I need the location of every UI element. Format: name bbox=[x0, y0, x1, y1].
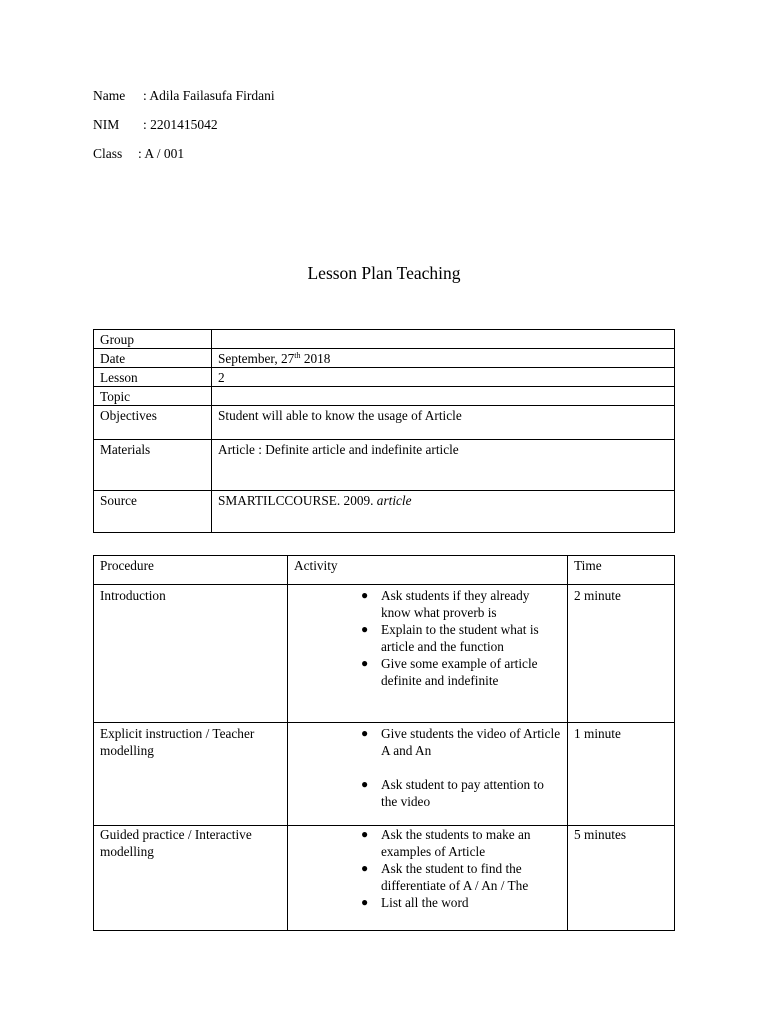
name-label: Name bbox=[93, 88, 126, 103]
source-italic: article bbox=[376, 493, 412, 508]
student-class-line bbox=[93, 146, 184, 162]
date-superscript: th bbox=[294, 351, 301, 360]
meta-row-source bbox=[94, 491, 675, 533]
lesson-value: 2 bbox=[212, 368, 675, 387]
lesson-meta-table bbox=[93, 329, 675, 533]
activity-cell bbox=[288, 723, 568, 826]
activity-text: Explain to the student what is article and the function bbox=[381, 622, 539, 654]
time-cell: 1 minute bbox=[568, 723, 675, 826]
source-label: Source bbox=[94, 491, 212, 533]
topic-value bbox=[212, 387, 675, 406]
nim-value: : 2201415042 bbox=[143, 117, 218, 132]
activity-text: Ask student to pay attention to the video bbox=[381, 777, 544, 809]
activity-list bbox=[294, 826, 561, 911]
student-nim-line bbox=[93, 117, 218, 133]
activity-text: Give students the video of Article A and An bbox=[381, 726, 561, 758]
procedure-header: Procedure bbox=[94, 556, 288, 585]
activity-cell bbox=[288, 585, 568, 723]
activity-text: Ask students if they already know what proverb is bbox=[381, 588, 530, 620]
objectives-value: Student will able to know the usage of Article bbox=[212, 406, 675, 440]
list-item bbox=[361, 725, 561, 759]
bullet-icon: ● bbox=[361, 656, 369, 670]
topic-label: Topic bbox=[94, 387, 212, 406]
list-item bbox=[361, 621, 561, 655]
activity-text: Ask the students to make an examples of Article bbox=[381, 827, 531, 859]
date-year: 2018 bbox=[300, 351, 331, 366]
class-label: Class bbox=[93, 146, 123, 161]
list-item bbox=[361, 776, 561, 810]
date-label: Date bbox=[94, 349, 212, 368]
bullet-icon: ● bbox=[361, 588, 369, 602]
procedure-header-row bbox=[94, 556, 675, 585]
name-value: : Adila Failasufa Firdani bbox=[143, 88, 275, 103]
meta-row-date bbox=[94, 349, 675, 368]
activity-text: Give some example of article definite and indefinite bbox=[381, 656, 538, 688]
class-value: : A / 001 bbox=[138, 146, 185, 161]
meta-row-objectives bbox=[94, 406, 675, 440]
bullet-icon: ● bbox=[361, 726, 369, 740]
time-cell: 5 minutes bbox=[568, 826, 675, 931]
activity-list bbox=[294, 725, 561, 810]
bullet-icon: ● bbox=[361, 622, 369, 636]
activity-text: List all the word bbox=[381, 895, 469, 910]
table-row bbox=[94, 826, 675, 931]
meta-row-topic bbox=[94, 387, 675, 406]
procedure-table bbox=[93, 555, 675, 931]
procedure-cell: Introduction bbox=[94, 585, 288, 723]
bullet-icon: ● bbox=[361, 895, 369, 909]
date-value bbox=[212, 349, 675, 368]
procedure-cell: Explicit instruction / Teacher modelling bbox=[94, 723, 288, 826]
bullet-icon: ● bbox=[361, 827, 369, 841]
activity-header: Activity bbox=[288, 556, 568, 585]
group-value bbox=[212, 330, 675, 349]
objectives-label: Objectives bbox=[94, 406, 212, 440]
list-item bbox=[361, 587, 561, 621]
time-cell: 2 minute bbox=[568, 585, 675, 723]
group-label: Group bbox=[94, 330, 212, 349]
bullet-icon: ● bbox=[361, 861, 369, 875]
source-text: SMARTILCCOURSE. 2009. bbox=[218, 493, 377, 508]
activity-list bbox=[294, 587, 561, 689]
date-text: September, 27 bbox=[218, 351, 295, 366]
materials-value: Article : Definite article and indefinite article bbox=[212, 440, 675, 491]
list-item bbox=[361, 894, 561, 911]
activity-text: Ask the student to find the differentiate of A / An / The bbox=[381, 861, 529, 893]
activity-cell bbox=[288, 826, 568, 931]
table-row bbox=[94, 723, 675, 826]
meta-row-group bbox=[94, 330, 675, 349]
materials-label: Materials bbox=[94, 440, 212, 491]
nim-label: NIM bbox=[93, 117, 120, 132]
procedure-cell: Guided practice / Interactive modelling bbox=[94, 826, 288, 931]
list-item bbox=[361, 826, 561, 860]
list-item bbox=[361, 655, 561, 689]
list-item bbox=[361, 860, 561, 894]
meta-row-materials bbox=[94, 440, 675, 491]
meta-row-lesson bbox=[94, 368, 675, 387]
source-value bbox=[212, 491, 675, 533]
time-header: Time bbox=[568, 556, 675, 585]
bullet-icon: ● bbox=[361, 777, 369, 791]
lesson-label: Lesson bbox=[94, 368, 212, 387]
page-title: Lesson Plan Teaching bbox=[307, 263, 461, 283]
table-row bbox=[94, 585, 675, 723]
student-name-line bbox=[93, 88, 275, 104]
